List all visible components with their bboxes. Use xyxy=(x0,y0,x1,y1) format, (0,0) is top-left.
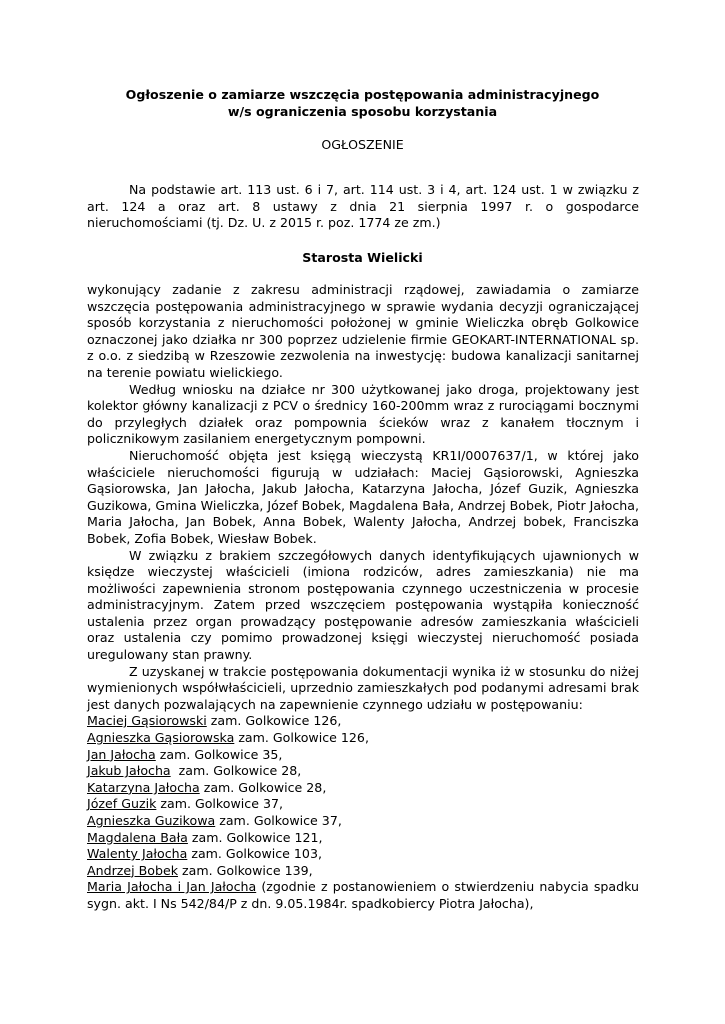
owner-name: Józef Guzik xyxy=(87,796,157,812)
owner-address: zam. Golkowice 37, xyxy=(156,796,283,812)
owner-name: Agnieszka Guzikowa xyxy=(87,813,216,828)
owner-name: Magdalena Bała xyxy=(87,829,188,845)
body-paragraph-3: Nieruchomość objęta jest księgą wieczystą KR1I/0007637/1, w której jako właściciele nieruchomości figurują w udziałach: Maciej Gąsiorowski, Agnieszka Gąsiorowska, Jan Jałocha, Jakub Jałocha, Katarzyna Jałocha, Józef Guzik, Agnieszka Guzikowa, Gmina Wieliczka, Józef Bobek, Magdalena Bała, Andrzej Bobek, Piotr Jałocha, Maria Jałocha, Jan Bobek, Anna Bobek, Walenty Jałocha, Andrzej bobek, Franciszka Bobek, Zofia Bobek, Wiesław Bobek. xyxy=(87,447,639,546)
body-paragraph-2: Według wniosku na działce nr 300 użytkowanej jako droga, projektowany jest kolektor główny kanalizacji z PCV o średnicy 160-200mm wraz z rurociągami bocznymi do przyległych działek oraz pompownia ścieków wraz z kanałem tłocznym i policznikowym zasilaniem energetycznym pompowni. xyxy=(87,381,639,447)
owner-list-item xyxy=(87,830,639,847)
owner-note: (zgodnie z postanowieniem o stwierdzeniu nabycia spadku sygn. akt. I Ns 542/84/P z dn. 9.05.1984r. spadkobiercy Piotra Jałocha), xyxy=(87,879,639,911)
owner-name: Jan Jałocha xyxy=(87,746,156,762)
body-paragraph-5: Z uzyskanej w trakcie postępowania dokumentacji wynika iż w stosunku do niżej wymienionych współwłaścicieli, uprzednio zamieszkałych pod podanymi adresami brak jest danych pozwalających na zapewnienie czynnego udziału w postępowaniu: xyxy=(87,663,639,712)
owner-list-item xyxy=(87,813,639,830)
owner-address: zam. Golkowice 35, xyxy=(155,746,283,762)
owner-list-item xyxy=(87,780,639,797)
document-title-line-1: Ogłoszenie o zamiarze wszczęcia postępowania administracyjnego xyxy=(125,87,600,102)
owner-name: Andrzej Bobek xyxy=(87,862,179,878)
announcement-heading: OGŁOSZENIE xyxy=(321,137,404,152)
document-title-line-2: w/s ograniczenia sposobu korzystania xyxy=(227,104,498,119)
legal-basis-paragraph xyxy=(87,182,639,232)
legal-basis-text: Na podstawie art. 113 ust. 6 i 7, art. 114 ust. 3 i 4, art. 124 ust. 1 w związku z art. 124 a oraz art. 8 ustawy z dnia 21 sierpnia 1997 r. o gospodarce nieruchomościami (tj. Dz. U. z 2015 r. poz. 1774 ze zm.) xyxy=(87,182,639,231)
owner-list-item xyxy=(87,730,639,747)
owner-list-item-heirs xyxy=(87,879,639,912)
owner-address: zam. Golkowice 103, xyxy=(187,846,322,862)
owner-address: zam. Golkowice 37, xyxy=(215,813,342,828)
owner-address: zam. Golkowice 28, xyxy=(199,779,327,795)
owner-list-item xyxy=(87,747,639,764)
owner-list-item xyxy=(87,713,639,730)
body-paragraph-4: W związku z brakiem szczegółowych danych identyfikujących ujawnionych w księdze wieczystej właścicieli (imiona rodziców, adres zamieszkania) nie ma możliwości zapewnienia stronom postępowania czynnego uczestniczenia w procesie administracyjnym. Zatem przed wszczęciem postępowania wystąpiła konieczność ustalenia przez organ prowadzący postępowanie adresów zamieszkania właścicieli oraz ustalenia czy pomimo prowadzonej księgi wieczystej nieruchomość posiada uregulowany stan prawny. xyxy=(87,547,639,663)
owner-address: zam. Golkowice 28, xyxy=(170,763,302,779)
owner-list-item xyxy=(87,846,639,863)
owners-list xyxy=(87,713,639,912)
owner-name: Jakub Jałocha xyxy=(87,763,171,779)
owner-name: Maciej Gąsiorowski xyxy=(87,713,207,729)
document-body xyxy=(87,282,639,913)
owner-address: zam. Golkowice 126, xyxy=(234,730,369,746)
owner-address: zam. Golkowice 139, xyxy=(178,862,313,878)
owner-list-item xyxy=(87,863,639,880)
owner-address: zam. Golkowice 121, xyxy=(187,829,323,845)
owner-name: Agnieszka Gąsiorowska xyxy=(87,730,235,746)
owner-list-item xyxy=(87,796,639,813)
owner-name: Katarzyna Jałocha xyxy=(87,779,200,795)
owner-name: Maria Jałocha i Jan Jałocha xyxy=(87,879,257,895)
owner-name: Walenty Jałocha xyxy=(87,846,188,862)
owner-list-item xyxy=(87,763,639,780)
authority-name: Starosta Wielicki xyxy=(302,250,423,265)
body-paragraph-1: wykonujący zadanie z zakresu administracji rządowej, zawiadamia o zamiarze wszczęcia postępowania administracyjnego w sprawie wydania decyzji ograniczającej sposób korzystania z nieruchomości położonej w gminie Wieliczka obręb Golkowice oznaczonej jako działka nr 300 poprzez udzielenie firmie GEOKART-INTERNATIONAL sp. z o.o. z siedzibą w Rzeszowie zezwolenia na inwestycję: budowa kanalizacji sanitarnej na terenie powiatu wielickiego. xyxy=(87,282,639,380)
owner-address: zam. Golkowice 126, xyxy=(206,713,342,729)
